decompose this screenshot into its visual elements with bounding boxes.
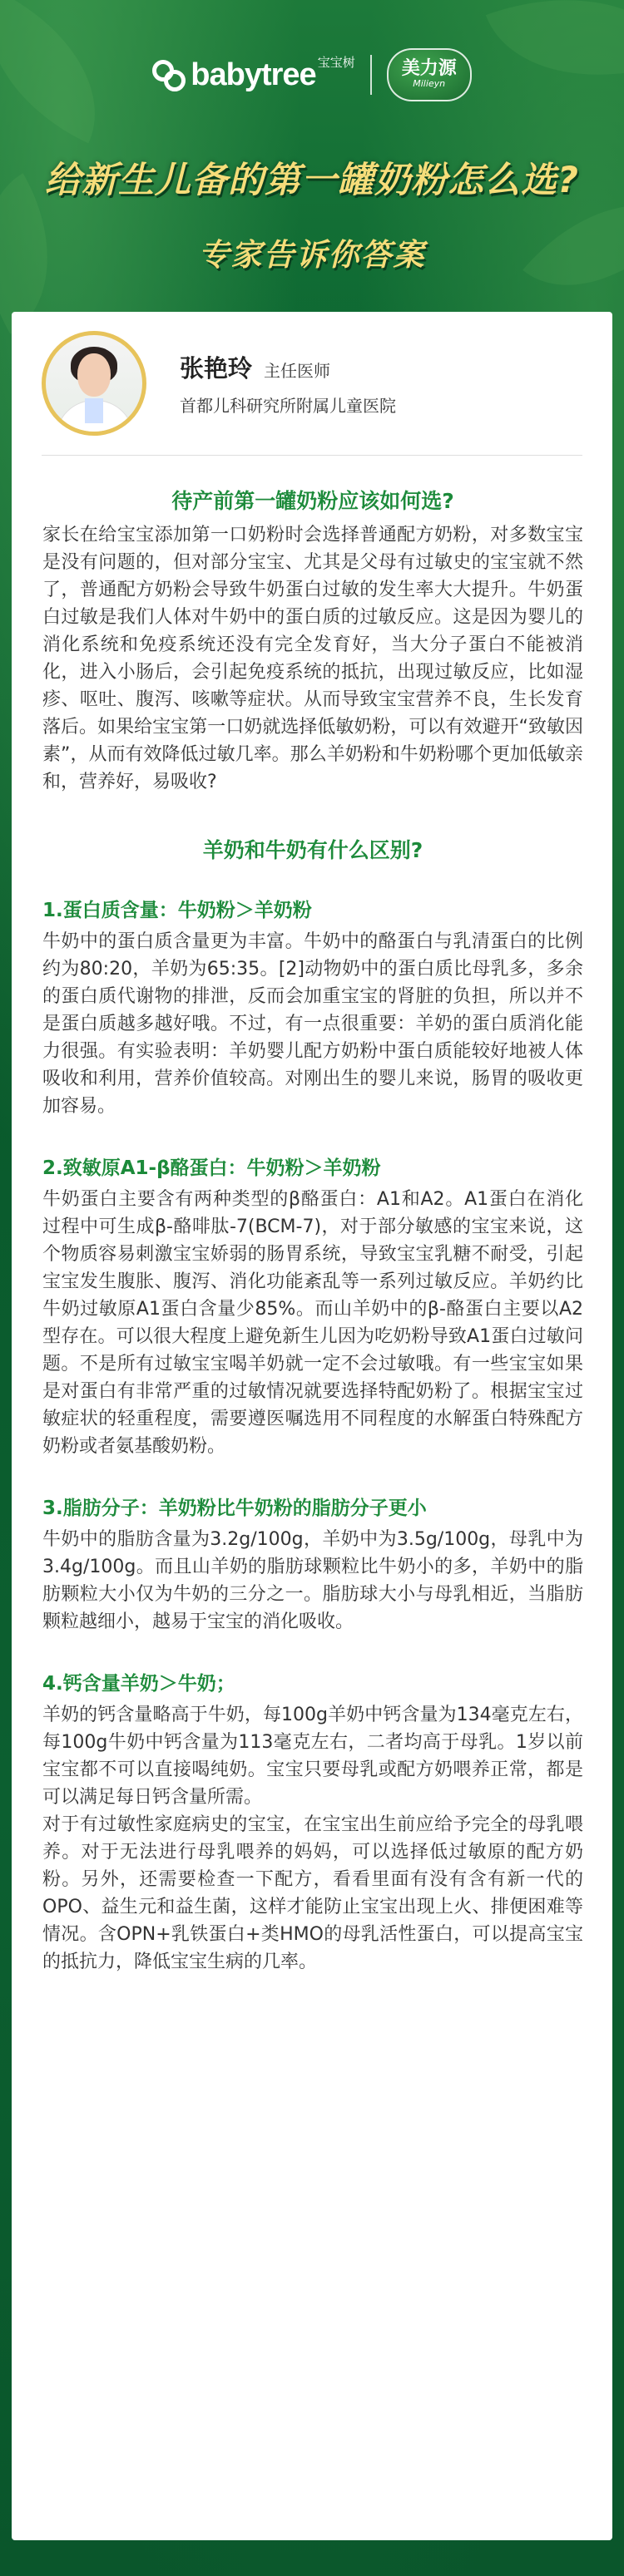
logo-divider <box>370 55 372 95</box>
point-body: 牛奶中的脂肪含量为3.2g/100g，羊奶中为3.5g/100g，母乳中为3.4g/100g。而且山羊奶的脂肪球颗粒比牛奶小的多，羊奶中的脂肪颗粒大小仅为牛奶的三分之一。脂肪球大小与母乳相近，当脂肪颗粒越细小，越易于宝宝的消化吸收。 <box>42 1529 583 1632</box>
logo-bar <box>0 48 624 101</box>
doctor-profile <box>42 327 396 439</box>
meilijian-en-label: Milieyn <box>413 78 446 90</box>
point-body: 对于有过敏性家庭病史的宝宝，在宝宝出生前应给予完全的母乳喂养。对于无法进行母乳喂养的妈妈，可以选择低过敏原的配方奶粉。另外，还需要检查一下配方，看看里面有没有含有新一代的 OPO、益生元和益生菌，这样才能防止宝宝出现上火、排便困难等情况。含OPN+乳铁蛋白+类HMO的母乳活性蛋白，可以提高宝宝的抵抗力，降低宝宝生病的几率。 <box>42 1814 583 1972</box>
babytree-logo <box>152 54 355 93</box>
doctor-hospital: 首都儿科研究所附属儿童医院 <box>180 395 396 416</box>
question-heading: 待产前第一罐奶粉应该如何选? <box>171 489 454 513</box>
article-content <box>42 485 583 1976</box>
meilijian-logo <box>387 48 472 101</box>
meilijian-cn-label: 美力源 <box>401 58 457 80</box>
point-heading: 2.致敏原A1-β酪蛋白：牛奶粉＞羊奶粉 <box>42 1157 381 1179</box>
article-card <box>12 312 612 2540</box>
page-title: 给新生儿备的第一罐奶粉怎么选? <box>45 160 579 201</box>
point-heading: 4.钙含量羊奶＞牛奶； <box>42 1673 235 1695</box>
doctor-title: 主任医师 <box>264 360 331 381</box>
point-body: 牛奶中的蛋白质含量更为丰富。牛奶中的酪蛋白与乳清蛋白的比例约为80:20，羊奶为65:35。[2]动物奶中的蛋白质比母乳多，多余的蛋白质代谢物的排泄，反而会加重宝宝的肾脏的负担，所以并不是蛋白质越多越好哦。不过，有一点很重要：羊奶的蛋白质消化能力很强。有实验表明：羊奶婴儿配方奶粉中蛋白质能较好地被人体吸收和利用，营养价值较高。对刚出生的婴儿来说，肠胃的吸收更加容易。 <box>42 931 583 1117</box>
point-heading: 1.蛋白质含量：牛奶粉＞羊奶粉 <box>42 900 312 921</box>
babytree-wordmark: babytree <box>191 57 316 92</box>
divider <box>42 455 582 456</box>
doctor-info <box>180 350 396 417</box>
question-answer: 家长在给宝宝添加第一口奶粉时会选择普通配方奶粉，对多数宝宝是没有问题的，但对部分宝宝、尤其是父母有过敏史的宝宝就不然了，普通配方奶粉会导致牛奶蛋白过敏的发生率大大提升。牛奶蛋白过敏是我们人体对牛奶中的蛋白质的过敏反应。这是因为婴儿的消化系统和免疫系统还没有完全发育好，当大分子蛋白不能被消化，进入小肠后，会引起免疫系统的抵抗，出现过敏反应，比如湿疹、呕吐、腹泻、咳嗽等症状。从而导致宝宝营养不良，生长发育落后。如果给宝宝第一口奶就选择低敏奶粉，可以有效避开“致敏因素”，从而有效降低过敏几率。那么羊奶粉和牛奶粉哪个更加低敏亲和，营养好，易吸收? <box>42 525 583 792</box>
babytree-cn-label: 宝宝树 <box>317 54 355 70</box>
point-heading: 3.脂肪分子：羊奶粉比牛奶粉的脂肪分子更小 <box>42 1498 427 1519</box>
doctor-name: 张艳玲 <box>180 353 253 382</box>
doctor-avatar <box>42 331 146 436</box>
babytree-mark-icon <box>152 58 186 91</box>
page-subtitle: 专家告诉你答案 <box>198 237 426 273</box>
subtitle-wrap <box>0 226 624 278</box>
point-body: 牛奶蛋白主要含有两种类型的β酪蛋白：A1和A2。A1蛋白在消化过程中可生成β-酪啡肽-7(BCM-7)，对于部分敏感的宝宝来说，这个物质容易刺激宝宝娇弱的肠胃系统，导致宝宝乳糖不耐受，引起宝宝发生腹胀、腹泻、消化功能紊乱等一系列过敏反应。羊奶约比牛奶过敏原A1蛋白含量少85%。而山羊奶中的β-酪蛋白主要以A2型存在。可以很大程度上避免新生儿因为吃奶粉导致A1蛋白过敏问题。不是所有过敏宝宝喝羊奶就一定不会过敏哦。有一些宝宝如果是对蛋白有非常严重的过敏情况就要选择特配奶粉了。根据宝宝过敏症状的轻重程度，需要遵医嘱选用不同程度的水解蛋白特殊配方奶粉或者氨基酸奶粉。 <box>42 1189 583 1457</box>
point-body: 羊奶的钙含量略高于牛奶，每100g羊奶中钙含量为134毫克左右，每100g牛奶中钙含量为113毫克左右，二者均高于母乳。1岁以前宝宝都不可以直接喝纯奶。宝宝只要母乳或配方奶喂养正常，都是可以满足每日钙含量所需。 <box>42 1705 583 1808</box>
question-heading: 羊奶和牛奶有什么区别? <box>202 838 423 862</box>
header <box>0 0 624 303</box>
